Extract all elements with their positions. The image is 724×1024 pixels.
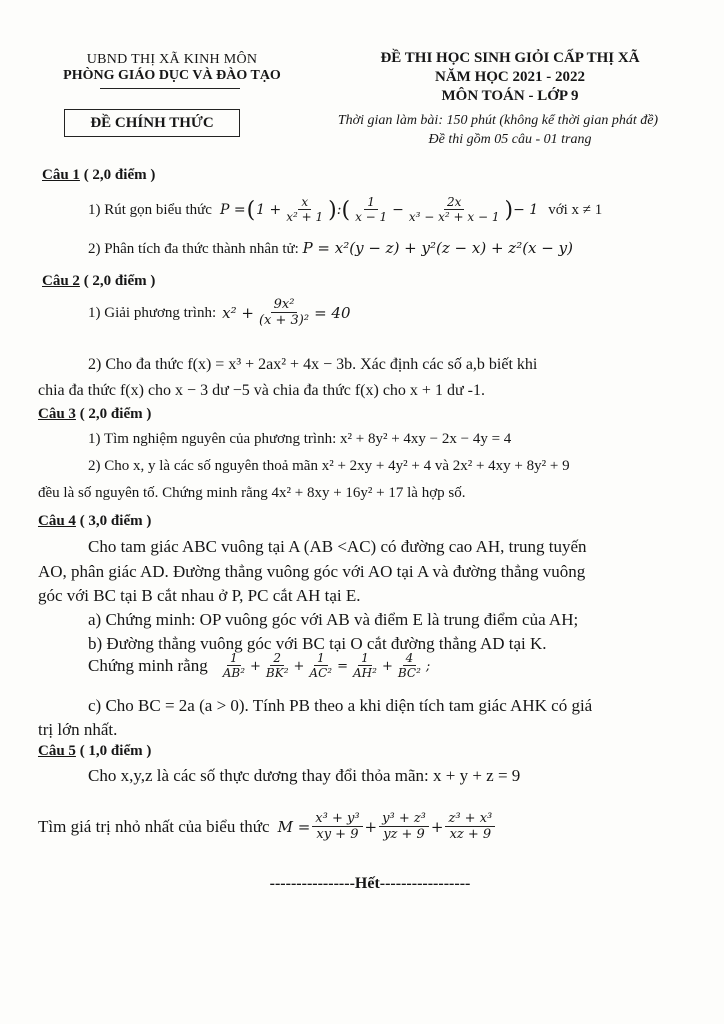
question-4-part-b: b) Đường thẳng vuông góc với BC tại O cắt đường thẳng AD tại K. — [88, 634, 547, 653]
district-name: UBND THỊ XÃ KINH MÔN — [86, 52, 258, 67]
q2-p1-text: 1) Giải phương trình: — [88, 304, 217, 321]
q2-p1-formula: x² + $\frac{\text{9x²}}{\text{(x + 3)²}}$ = 40 — [222, 297, 351, 329]
question-3-part-2-line-2: đều là số nguyên tố. Chứng minh rằng 4x² + 8xy + 16y² + 17 là hợp số. — [38, 485, 466, 501]
question-2-points: ( 2,0 điểm ) — [79, 273, 156, 289]
school-year: NĂM HỌC 2021 - 2022 — [435, 69, 585, 85]
question-4-intro-line-3: góc với BC tại B cắt nhau ở P, PC cắt AH tại E. — [38, 586, 361, 605]
question-1-part-2 — [88, 239, 573, 258]
q1-p1-formula: P = ( 1 + $\frac{x}{\text{x² + 1}}$ ) : ( $\frac{1}{x - 1}$ − $\frac{2x}{\text{x³ − x² + x − 1}}$ ) − 1 — [219, 195, 539, 225]
question-3-part-2-line-1: 2) Cho x, y là các số nguyên thoả mãn x² + 2xy + 4y² + 4 và 2x² + 4xy + 8y² + 9 — [88, 458, 570, 474]
subject-grade: MÔN TOÁN - LỚP 9 — [441, 88, 579, 104]
question-5-heading — [38, 743, 151, 760]
question-4-heading — [38, 513, 151, 530]
q5-find-text: Tìm giá trị nhỏ nhất của biểu thức — [38, 817, 270, 837]
q4-b-formula: $\frac{1}{\text{AB²}}$ + $\frac{2}{\text{BK²}}$ + $\frac{1}{\text{AC²}}$ = $\frac{1}{\text{AH²}}$ + $\frac{4}{\text{BC²}}$ ; — [222, 651, 431, 681]
question-1-part-1 — [88, 196, 602, 225]
question-3-part-1: 1) Tìm nghiệm nguyên của phương trình: x² + 8y² + 4xy − 2x − 4y = 4 — [88, 431, 512, 447]
header-divider — [100, 88, 240, 89]
question-4-part-b-formula-line — [88, 652, 430, 681]
question-5-points: ( 1,0 điểm ) — [75, 743, 152, 759]
question-1-points: ( 2,0 điểm ) — [79, 167, 156, 183]
q1-p2-text: 2) Phân tích đa thức thành nhân tử: — [88, 241, 299, 257]
question-2-heading — [42, 273, 155, 290]
question-4-part-a: a) Chứng minh: OP vuông góc với AB và điểm E là trung điểm của AH; — [88, 610, 579, 629]
question-5-intro: Cho x,y,z là các số thực dương thay đổi thỏa mãn: x + y + z = 9 — [88, 766, 521, 785]
question-4-points: ( 3,0 điểm ) — [75, 513, 152, 529]
question-5-title: Câu 5 — [38, 743, 76, 759]
question-1-title: Câu 1 — [42, 167, 80, 183]
question-3-title: Câu 3 — [38, 406, 76, 422]
question-5-find-line — [38, 812, 497, 843]
q4-b-prove-text: Chứng minh rằng — [88, 656, 208, 676]
question-4-title: Câu 4 — [38, 513, 76, 529]
question-4-intro-line-2: AO, phân giác AD. Đường thẳng vuông góc với AO tại A và đường thẳng vuông — [38, 562, 586, 581]
official-exam-box: ĐỀ CHÍNH THỨC — [64, 109, 240, 137]
end-marker: ----------------Hết----------------- — [269, 875, 471, 892]
question-2-part-1 — [88, 298, 351, 329]
q5-formula: M = $\frac{\text{x³ + y³}}{xy + 9}$ + $\frac{\text{y³ + z³}}{yz + 9}$ + $\frac{\text{z³ + x³}}{xz + 9}$ — [278, 812, 498, 843]
exam-title: ĐỀ THI HỌC SINH GIỎI CẤP THỊ XÃ — [380, 50, 640, 66]
department-name: PHÒNG GIÁO DỤC VÀ ĐÀO TẠO — [63, 68, 281, 83]
question-3-points: ( 2,0 điểm ) — [75, 406, 152, 422]
question-4-intro-line-1: Cho tam giác ABC vuông tại A (AB <AC) có đường cao AH, trung tuyến — [88, 537, 587, 556]
q1-p1-condition: với x ≠ 1 — [548, 201, 603, 218]
question-4-part-c-line-2: trị lớn nhất. — [38, 720, 118, 739]
q1-p1-text: 1) Rút gọn biểu thức — [88, 201, 212, 218]
question-4-part-c-line-1: c) Cho BC = 2a (a > 0). Tính PB theo a khi diện tích tam giác AHK có giá — [88, 696, 593, 715]
q1-p2-expr: P = x²(y − z) + y²(z − x) + z²(x − y) — [302, 239, 573, 257]
structure-note: Đề thi gồm 05 câu - 01 trang — [428, 132, 592, 147]
time-note: Thời gian làm bài: 150 phút (không kể thời gian phát đề) — [337, 113, 659, 128]
question-1-heading — [42, 167, 155, 184]
question-2-part-2-line-1: 2) Cho đa thức f(x) = x³ + 2ax² + 4x − 3b. Xác định các số a,b biết khi — [88, 356, 538, 373]
question-3-heading — [38, 406, 151, 423]
question-2-title: Câu 2 — [42, 273, 80, 289]
question-2-part-2-line-2: chia đa thức f(x) cho x − 3 dư −5 và chia đa thức f(x) cho x + 1 dư -1. — [38, 382, 485, 399]
